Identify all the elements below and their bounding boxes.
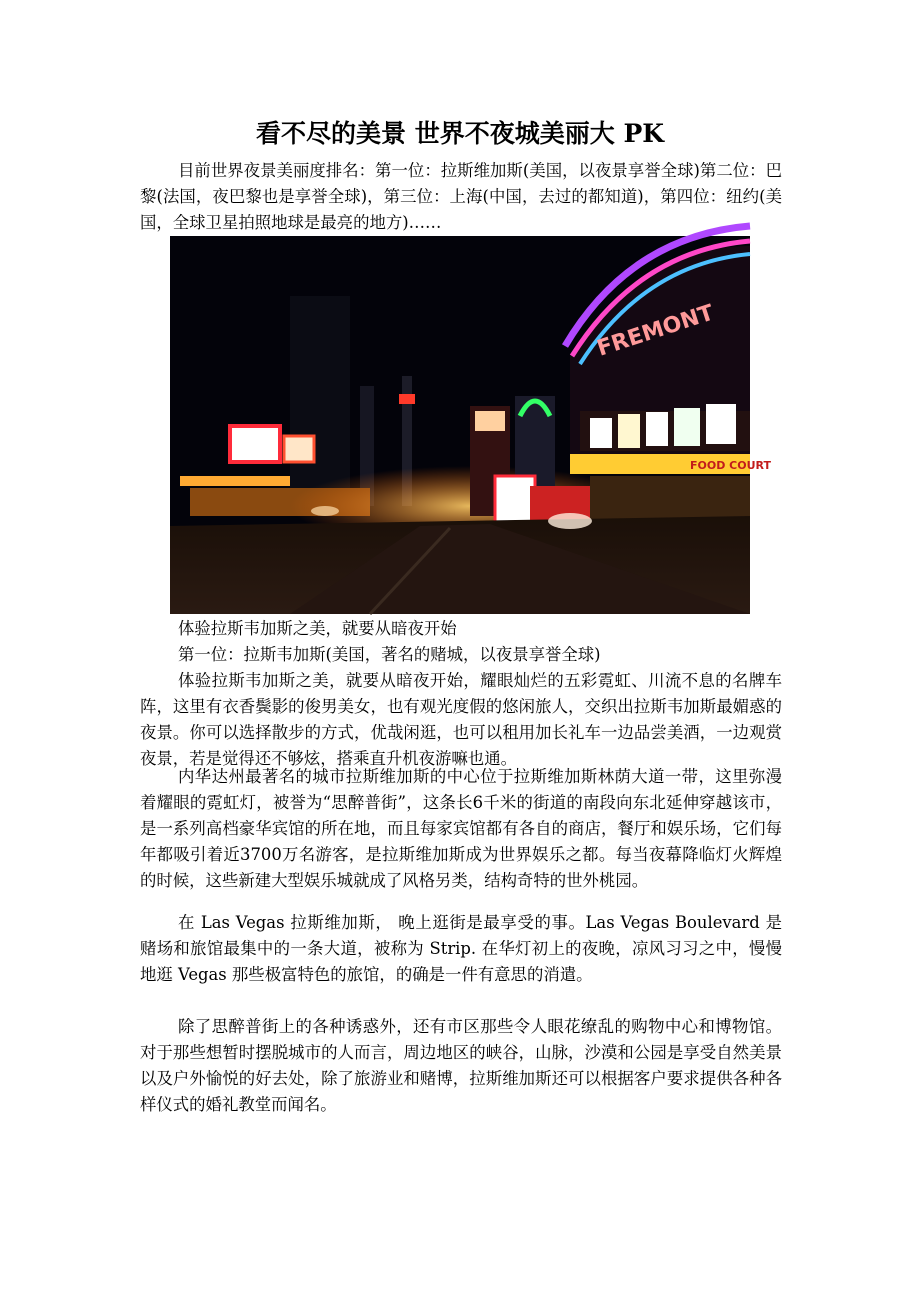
las-vegas-night-photo [170,236,772,614]
paragraph-4: 除了思醉普街上的各种诱惑外，还有市区那些令人眼花缭乱的购物中心和博物馆。对于那些想暂时摆脱城市的人而言，周边地区的峡谷，山脉，沙漠和公园是享受自然美景以及户外愉悦的好去处，除了旅游业和赌博，拉斯维加斯还可以根据客户要求提供各种各样仪式的婚礼教堂而闻名。 [140,1017,782,1114]
food-court-sign: FOOD COURT [690,459,772,472]
neon-sign-text: FREMONT [594,300,717,362]
intro-paragraph: 目前世界夜景美丽度排名：第一位：拉斯维加斯(美国，以夜景享誉全球)第二位：巴黎(法国，夜巴黎也是享誉全球)，第三位：上海(中国，去过的都知道)，第四位：纽约(美国，全球卫星拍照地球是最亮的地方)…… [140,161,782,232]
paragraph-2: 内华达州最著名的城市拉斯维加斯的中心位于拉斯维加斯林荫大道一带，这里弥漫着耀眼的霓虹灯，被誉为“思醉普街”，这条长6千米的街道的南段向东北延伸穿越该市，是一系列高档豪华宾馆的所在地，而且每家宾馆都有各自的商店，餐厅和娱乐场，它们每年都吸引着近3700万名游客，是拉斯维加斯成为世界娱乐之都。每当夜幕降临灯火辉煌的时候，这些新建大型娱乐城就成了风格另类，结构奇特的世外桃园。 [140,767,782,890]
paragraph-1: 体验拉斯韦加斯之美，就要从暗夜开始，耀眼灿烂的五彩霓虹、川流不息的名牌车阵，这里有衣香鬓影的俊男美女，也有观光度假的悠闲旅人，交织出拉斯韦加斯最媚惑的夜景。你可以选择散步的方式，优哉闲逛，也可以租用加长礼车一边品尝美酒，一边观赏夜景，若是觉得还不够炫，搭乘直升机夜游嘛也通。 [140,671,782,768]
paragraph-3: 在 Las Vegas 拉斯维加斯， 晚上逛街是最享受的事。Las Vegas Boulevard 是赌场和旅馆最集中的一条大道，被称为 Strip. 在华灯初上的夜晚，凉风习习之中，慢慢地逛 Vegas 那些极富特色的旅馆，的确是一件有意思的消遣。 [140,913,782,984]
first-place-line: 第一位：拉斯韦加斯(美国，著名的赌城，以夜景享誉全球) [178,645,601,664]
photo-caption: 体验拉斯韦加斯之美，就要从暗夜开始 [178,619,457,638]
page-title: 看不尽的美景 世界不夜城美丽大 PK [256,119,664,148]
